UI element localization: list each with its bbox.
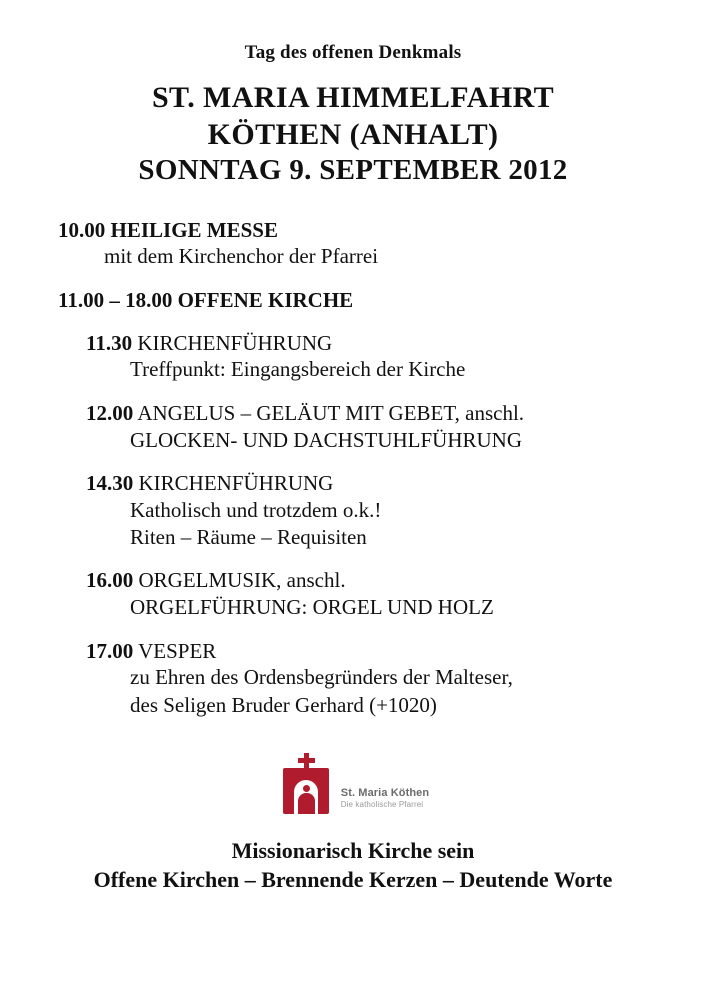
program-entry <box>58 287 666 314</box>
program-entry-time: 11.30 <box>86 330 133 355</box>
program-entry-detail: Treffpunkt: Eingangsbereich der Kirche <box>130 357 466 382</box>
program-entry-detail: Katholisch und trotzdem o.k.! <box>130 497 382 522</box>
logo-text <box>341 787 429 815</box>
program-entry-detail: GLOCKEN- UND DACHSTUHLFÜHRUNG <box>130 427 522 452</box>
program-entry <box>86 638 666 719</box>
poster-footer <box>40 837 666 894</box>
program-entry-title: ORGELMUSIK, anschl. <box>138 568 346 593</box>
program-entry-time: 17.00 <box>86 638 134 663</box>
church-cross-icon <box>277 753 335 815</box>
logo-area <box>40 753 666 815</box>
program-entry-title: OFFENE KIRCHE <box>177 287 354 312</box>
program-entry-heading <box>86 400 666 427</box>
program-entry-detail: Riten – Räume – Requisiten <box>130 525 367 550</box>
program-entry <box>86 470 666 551</box>
program-entry-time: 11.00 – 18.00 <box>58 287 173 312</box>
program-entry <box>58 217 666 271</box>
logo-name: St. Maria Köthen <box>340 787 430 800</box>
parish-logo <box>277 753 429 815</box>
program-entry-time: 12.00 <box>86 400 134 425</box>
program-entry-detail: ORGELFÜHRUNG: ORGEL UND HOLZ <box>130 595 494 620</box>
title-line-1: ST. MARIA HIMMELFAHRT <box>151 81 555 114</box>
program-entry-detail: zu Ehren des Ordensbegründers der Malteser, <box>130 665 513 690</box>
poster-title <box>40 80 666 189</box>
program-entry-heading <box>86 470 666 497</box>
program-entry-heading <box>58 217 666 244</box>
program-entry-heading <box>58 287 666 314</box>
program-entry-title: ANGELUS – GELÄUT MIT GEBET, anschl. <box>137 400 525 425</box>
title-line-3: SONNTAG 9. SEPTEMBER 2012 <box>138 154 568 187</box>
program-entry <box>86 400 666 454</box>
logo-tagline: Die katholische Pfarrei <box>340 799 424 809</box>
program-entry-time: 14.30 <box>86 470 134 495</box>
title-line-2: KÖTHEN (ANHALT) <box>207 117 499 151</box>
program-entry-time: 16.00 <box>86 568 134 593</box>
poster-kicker: Tag des offenen Denkmals <box>244 42 462 63</box>
footer-line-1: Missionarisch Kirche sein <box>231 838 475 864</box>
footer-line-2: Offene Kirchen – Brennende Kerzen – Deutende Worte <box>93 866 613 892</box>
program-entry-title: HEILIGE MESSE <box>110 217 278 242</box>
program-entry-detail: mit dem Kirchenchor der Pfarrei <box>104 244 379 269</box>
program-entry-time: 10.00 <box>58 217 106 242</box>
program-entry-heading <box>86 567 666 594</box>
program-entry-detail: des Seligen Bruder Gerhard (+1020) <box>130 692 437 717</box>
program-entry-heading <box>86 330 666 357</box>
program-entry-title: VESPER <box>138 638 217 663</box>
program-list <box>40 217 666 720</box>
program-entry-title: KIRCHENFÜHRUNG <box>138 470 334 495</box>
program-entry <box>86 567 666 621</box>
program-entry-title: KIRCHENFÜHRUNG <box>137 330 333 355</box>
program-entry-heading <box>86 638 666 665</box>
program-entry <box>86 330 666 384</box>
